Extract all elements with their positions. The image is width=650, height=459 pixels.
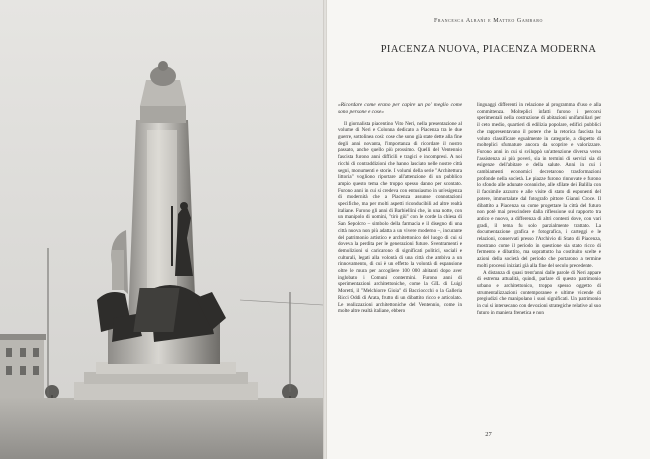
text-column-right — [477, 102, 601, 317]
text-column-left — [338, 102, 462, 315]
epigraph: «Ricordare come erano per capire un po' meglio come sono persone e cose» — [338, 102, 462, 115]
chapter-title: PIACENZA NUOVA, PIACENZA MODERNA — [380, 44, 597, 55]
paragraph: Il giornalista piacentino Vito Neri, nella presentazione al volume di Neri e Colonna dedicato a Piacenza tra le due guerre, sottolinea così: cose che sono già state dette alla fine degli anni novanta, l'importanza di ricordare il nostro passato, anche quello più prossimo. Quelli del Ventennio fascista furono anni difficili e tragici e incompresi. A noi ricchi di contraddizioni che hanno lasciato nelle nostre città segni, monumenti e storie. I volumi della serie "Architettura littoria" vogliono riportare all'attenzione di un pubblico ampio questo tema che troppo spesso danno per scontato. Furono anni in cui si credeva con entusiasmo in un'esigenza di modernità che a Piacenza assunse connotazioni specifiche, ma per molti aspetti riconducibili ad altre realtà italiane. Furono gli anni di Barbiellini che, in una notte, con un manipolo di uomini, "tirò giù" con le corde la chiesa di San Sepolcro – simbolo della farmacia e il disegno di una città nuova non più adatta a un vivere moderno –, incurante del patrimonio artistico e architettonico del luogo di cui si doveva la perdita per le generazioni future. Sventramenti e demolizioni si caricarono di significati politici, sociali e culturali, legati alla volontà di una città che ambiva a un rinnovamento, di cui è un effetto la volontà di espansione oltre le mura per accogliere 100 000 abitanti dopo aver inglobato i Comuni contermini. Furono anni di sperimentazioni architettoniche, come la GIL di Luigi Moretti, il "Melchiorre Gioia" di Baccioccchi o la Galleria Ricci Oddi di Arata, frutto di un dibattito ricco e articolato. Le realizzazioni architettoniche del Ventennio, come in molte altre realtà italiane, ebbero — [338, 120, 462, 315]
left-page — [0, 0, 323, 459]
right-page — [327, 0, 650, 459]
running-head: Francesca Albani e Matteo Gambaro — [433, 18, 544, 24]
page-number: 27 — [485, 431, 492, 438]
monument-photo — [0, 0, 323, 459]
paragraph: A distanza di quasi trent'anni dalle parole di Neri appare di estrema attualità, quindi, parlare di questo patrimonio urbano e architettonico, troppo spesso oggetto di strumentalizzazioni contemporanee e ultime vicende di pregiudizi che manipolano i suoi significati. Un patrimonio in cui si intersecano con devozioni strategiche relative al suo futuro in maniera frenetica e non — [477, 269, 601, 316]
paragraph: linguaggi differenti in relazione al programma d'uso e alla committenza. Molteplici infatti furono i percorsi sperimentali nella costruzione di abitazioni unifamiliari per il ceto medio, quartieri di edilizia popolare, edifici pubblici che rappresentavano il potere che la retorica fascista ha voluto classificare egualmente in categorie, a dispetto di molteplici sfumature ancora da scoprire e valorizzare. Furono anni in cui si sviluppò un'attenzione diversa verso l'assistenza ai più poveri, sia in termini di servizi sia di esigenze dell'abitare e della salute. Anni in cui i cambiamenti economici decretarono trasformazioni profonde nella società. Le piazze furono rinnovate e furono lo sfondo alle adunate oceaniche, alle sfilate dei Balilla con il facsimile azzurro e alle visite di stato di esponenti del potere, immortalate dal fotografo pittore Gianni Croce. Il dibattito a Piacenza su come progettare la città del futuro non potè mai prescindere dalla riflessione sul rapporto tra antico e nuovo, a differenza di altri contesti dove, con vari gradi, il tema fu solo parzialmente trattato. La documentazione grafica e fotografica, i carteggi e le relazioni, conservati presso l'Archivio di Stato di Piacenza, mostrano come il periodo in questione sia stato ricco di fermento e dibattito, ma soprattutto ha costituito scelte e azioni della società del periodo che portarono a termine molti processi iniziati già alla fine del secolo precedente. — [477, 102, 601, 269]
